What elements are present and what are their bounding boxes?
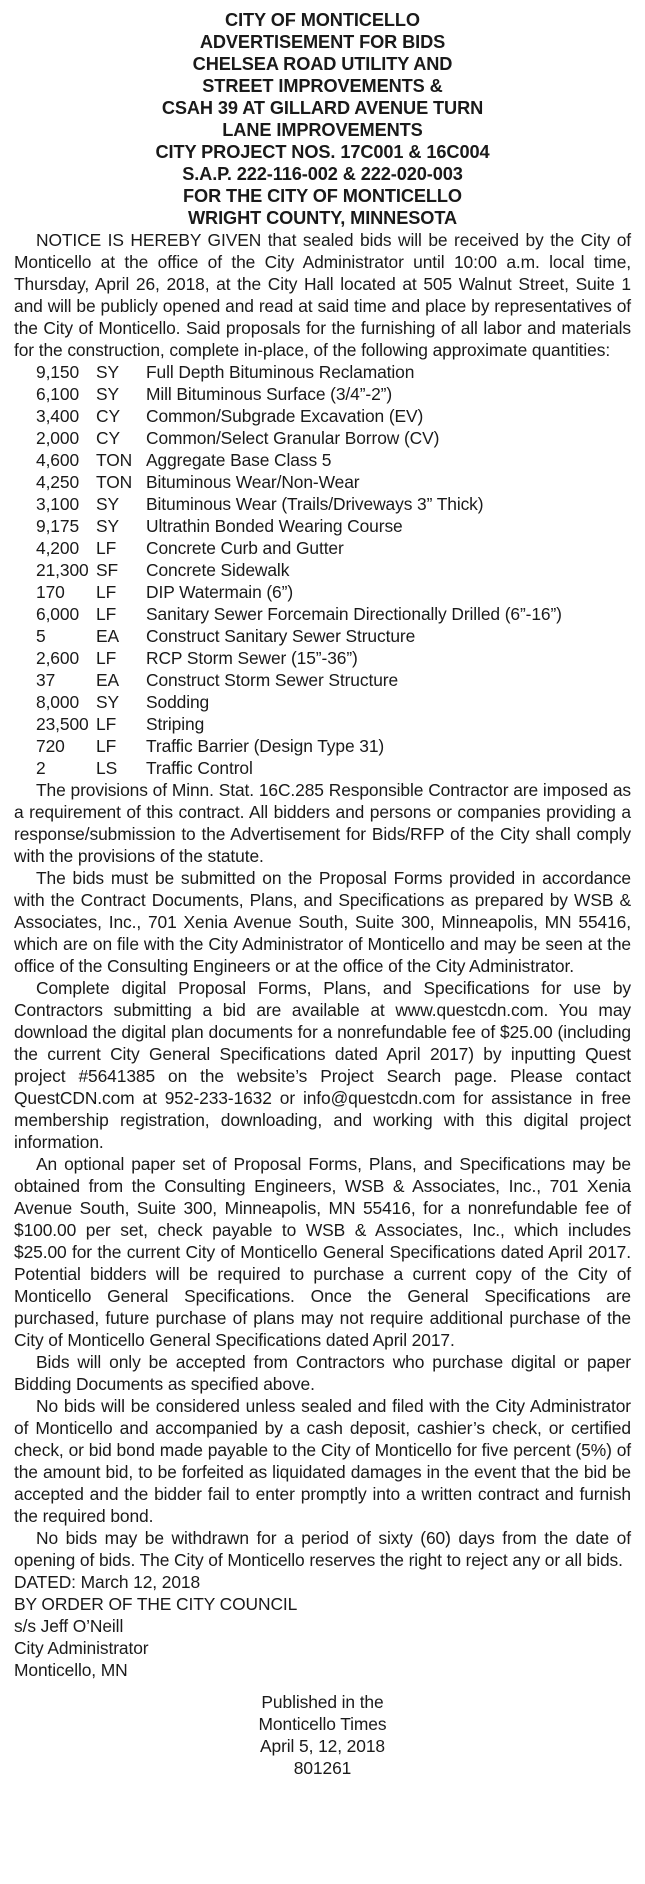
quantity-amount: 4,200: [36, 538, 80, 558]
publication-name: Monticello Times: [258, 1714, 387, 1734]
title-line: WRIGHT COUNTY, MINNESOTA: [187, 208, 458, 228]
quantity-unit: EA: [96, 670, 119, 690]
quantity-unit: LF: [96, 604, 117, 624]
quantity-amount: 6,100: [36, 384, 80, 404]
quantity-description: Full Depth Bituminous Reclamation: [146, 362, 415, 382]
quantity-amount: 2: [36, 758, 46, 778]
dated-line: DATED: March 12, 2018: [14, 1572, 201, 1592]
quantity-unit: SY: [96, 384, 119, 404]
title-line: CITY OF MONTICELLO: [225, 10, 420, 30]
title-line: CSAH 39 AT GILLARD AVENUE TURN: [161, 98, 484, 118]
quantity-row: [14, 405, 631, 427]
quantity-row: [14, 361, 631, 383]
quantity-description: RCP Storm Sewer (15”-36”): [146, 648, 358, 668]
quantity-unit: TON: [96, 472, 133, 492]
quantity-unit: LF: [96, 714, 117, 734]
quantity-unit: LF: [96, 648, 117, 668]
quantity-row: [14, 537, 631, 559]
quantity-unit: CY: [96, 406, 120, 426]
quantity-description: Bituminous Wear/Non-Wear: [146, 472, 360, 492]
quantity-unit: SY: [96, 494, 119, 514]
quantity-unit: LF: [96, 736, 117, 756]
quantity-description: Construct Sanitary Sewer Structure: [146, 626, 416, 646]
digital-documents-paragraph: Complete digital Proposal Forms, Plans, and Specifications for use by Contractors submitting a bid are available at www.questcdn.com. You may download the digital plan documents for a nonrefundable fee of $25.00 (including the current City General Specifications dated April 2017) by inputting Quest project #5641385 on the website’s Project Search page. Please contact QuestCDN.com at 952-233-1632 or info@questcdn.com for assistance in free membership registration, downloading, and working with this digital project information.: [14, 978, 631, 1152]
quantity-amount: 3,100: [36, 494, 80, 514]
quantity-row: [14, 515, 631, 537]
quantity-amount: 23,500: [36, 714, 89, 734]
title-line: STREET IMPROVEMENTS &: [202, 76, 443, 96]
quantity-list: [14, 361, 631, 779]
quantity-amount: 720: [36, 736, 65, 756]
bid-acceptance-paragraph: Bids will only be accepted from Contractors who purchase digital or paper Bidding Documents as specified above.: [14, 1352, 631, 1394]
quantity-amount: 9,175: [36, 516, 80, 536]
title-line: FOR THE CITY OF MONTICELLO: [183, 186, 462, 206]
quantity-row: [14, 581, 631, 603]
quantity-description: Concrete Sidewalk: [146, 560, 290, 580]
quantity-row: [14, 735, 631, 757]
quantity-unit: CY: [96, 428, 120, 448]
quantity-unit: LF: [96, 582, 117, 602]
quantity-description: Sanitary Sewer Forcemain Directionally Drilled (6”-16”): [146, 604, 562, 624]
quantity-amount: 4,600: [36, 450, 80, 470]
quantity-row: [14, 625, 631, 647]
signature-line: s/s Jeff O’Neill: [14, 1616, 124, 1636]
quantity-amount: 5: [36, 626, 46, 646]
quantity-row: [14, 559, 631, 581]
quantity-row: [14, 493, 631, 515]
quantity-row: [14, 383, 631, 405]
quantity-amount: 3,400: [36, 406, 80, 426]
quantity-row: [14, 713, 631, 735]
signoff-block: [14, 1571, 631, 1681]
quantity-amount: 2,000: [36, 428, 80, 448]
bid-security-paragraph: No bids will be considered unless sealed and filed with the City Administrator of Monticello and accompanied by a cash deposit, cashier’s check, or certified check, or bid bond made payable to the City of Monticello for five percent (5%) of the amount bid, to be forfeited as liquidated damages in the event that the bid be accepted and the bidder fail to enter promptly into a written contract and furnish the required bond.: [14, 1396, 631, 1526]
location-line: Monticello, MN: [14, 1660, 128, 1680]
quantity-amount: 6,000: [36, 604, 80, 624]
quantity-description: Traffic Barrier (Design Type 31): [146, 736, 385, 756]
quantity-row: [14, 603, 631, 625]
quantity-description: Sodding: [146, 692, 210, 712]
quantity-description: Aggregate Base Class 5: [146, 450, 332, 470]
quantity-unit: SY: [96, 516, 119, 536]
quantity-description: Mill Bituminous Surface (3/4”-2”): [146, 384, 393, 404]
quantity-unit: TON: [96, 450, 133, 470]
quantity-unit: EA: [96, 626, 119, 646]
quantity-amount: 4,250: [36, 472, 80, 492]
published-line: Published in the: [261, 1692, 384, 1712]
quantity-unit: LF: [96, 538, 117, 558]
notice-number: 801261: [293, 1758, 352, 1778]
quantity-unit: SY: [96, 692, 119, 712]
paper-documents-paragraph: An optional paper set of Proposal Forms, Plans, and Specifications may be obtained from the Consulting Engineers, WSB & Associates, Inc., 701 Xenia Avenue South, Suite 300, Minneapolis, MN 55416, for a nonrefundable fee of $100.00 per set, check payable to WSB & Associates, Inc., which includes $25.00 for the current City of Monticello General Specifications dated April 2017. Potential bidders will be required to purchase a current copy of the City of Monticello General Specifications. Once the General Specifications are purchased, future purchase of plans may not require additional purchase of the City of Monticello General Specifications dated April 2017.: [14, 1154, 631, 1350]
quantity-description: Traffic Control: [146, 758, 253, 778]
quantity-unit: SY: [96, 362, 119, 382]
publication-dates: April 5, 12, 2018: [260, 1736, 385, 1756]
publication-info: [14, 1691, 631, 1779]
responsible-contractor-paragraph: The provisions of Minn. Stat. 16C.285 Responsible Contractor are imposed as a requirement of this contract. All bidders and persons or companies providing a response/submission to the Advertisement for Bids/RFP of the City shall comply with the provisions of the statute.: [14, 780, 631, 866]
quantity-amount: 8,000: [36, 692, 80, 712]
title-line: CHELSEA ROAD UTILITY AND: [192, 54, 453, 74]
quantity-description: Construct Storm Sewer Structure: [146, 670, 399, 690]
quantity-amount: 9,150: [36, 362, 80, 382]
order-line: BY ORDER OF THE CITY COUNCIL: [14, 1594, 298, 1614]
proposal-forms-paragraph: The bids must be submitted on the Proposal Forms provided in accordance with the Contract Documents, Plans, and Specifications as prepared by WSB & Associates, Inc., 701 Xenia Avenue South, Suite 300, Minneapolis, MN 55416, which are on file with the City Administrator of Monticello and may be seen at the office of the Consulting Engineers or at the office of the City Administrator.: [14, 868, 631, 976]
quantity-unit: LS: [96, 758, 118, 778]
quantity-row: [14, 669, 631, 691]
notice-title: [14, 9, 631, 229]
quantity-row: [14, 449, 631, 471]
quantity-unit: SF: [96, 560, 119, 580]
quantity-description: DIP Watermain (6”): [146, 582, 294, 602]
quantity-amount: 170: [36, 582, 65, 602]
quantity-amount: 21,300: [36, 560, 89, 580]
quantity-description: Common/Subgrade Excavation (EV): [146, 406, 424, 426]
title-line: ADVERTISEMENT FOR BIDS: [199, 32, 446, 52]
intro-paragraph: NOTICE IS HEREBY GIVEN that sealed bids will be received by the City of Monticello at the office of the City Administrator until 10:00 a.m. local time, Thursday, April 26, 2018, at the City Hall located at 505 Walnut Street, Suite 1 and will be publicly opened and read at said time and place by representatives of the City of Monticello. Said proposals for the furnishing of all labor and materials for the construction, complete in-place, of the following approximate quantities:: [14, 230, 631, 360]
title-line: LANE IMPROVEMENTS: [222, 120, 423, 140]
quantity-row: [14, 647, 631, 669]
quantity-description: Common/Select Granular Borrow (CV): [146, 428, 440, 448]
quantity-row: [14, 427, 631, 449]
bid-withdrawal-paragraph: No bids may be withdrawn for a period of sixty (60) days from the date of opening of bids. The City of Monticello reserves the right to reject any or all bids.: [14, 1528, 631, 1570]
quantity-description: Concrete Curb and Gutter: [146, 538, 344, 558]
quantity-description: Ultrathin Bonded Wearing Course: [146, 516, 403, 536]
quantity-amount: 2,600: [36, 648, 80, 668]
title-line: CITY PROJECT NOS. 17C001 & 16C004: [155, 142, 490, 162]
quantity-row: [14, 757, 631, 779]
quantity-amount: 37: [36, 670, 56, 690]
quantity-description: Bituminous Wear (Trails/Driveways 3” Thick): [146, 494, 484, 514]
quantity-row: [14, 691, 631, 713]
quantity-row: [14, 471, 631, 493]
role-line: City Administrator: [14, 1638, 149, 1658]
title-line: S.A.P. 222-116-002 & 222-020-003: [182, 164, 463, 184]
quantity-description: Striping: [146, 714, 205, 734]
